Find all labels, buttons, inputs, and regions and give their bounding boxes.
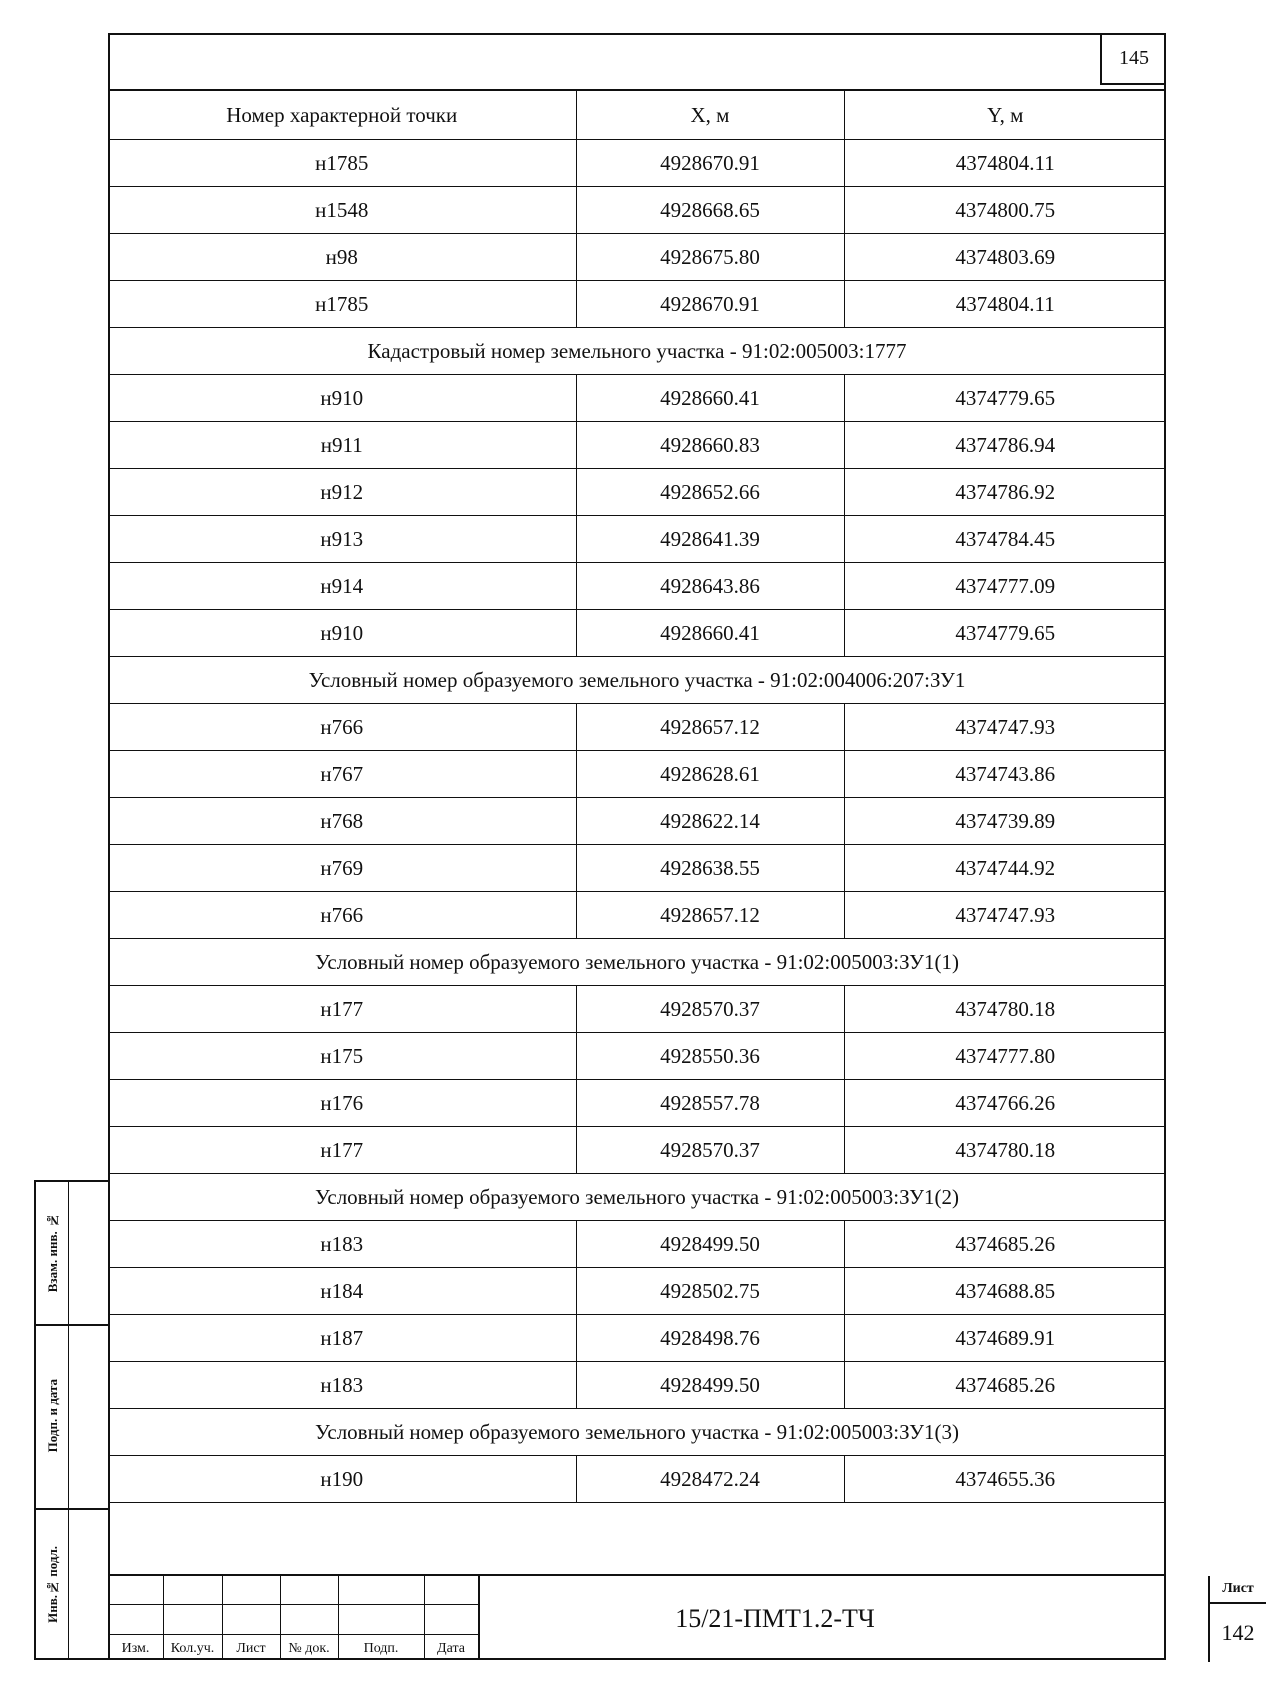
cell-y: 4374784.45: [844, 516, 1166, 563]
section-title: Условный номер образуемого земельного участка - 91:02:004006:207:ЗУ1: [108, 657, 1166, 704]
table-row: [108, 751, 1166, 798]
cell-y: 4374688.85: [844, 1268, 1166, 1315]
cell-y: 4374780.18: [844, 1127, 1166, 1174]
header-point: Номер характерной точки: [108, 90, 576, 140]
cell-x: 4928641.39: [576, 516, 844, 563]
cell-point: н911: [108, 422, 576, 469]
table-row: [108, 1456, 1166, 1503]
cell-y: 4374803.69: [844, 234, 1166, 281]
table-row: [108, 1268, 1166, 1315]
table-row: [108, 704, 1166, 751]
cell-y: 4374804.11: [844, 140, 1166, 187]
cell-x: 4928570.37: [576, 1127, 844, 1174]
cell-point: н766: [108, 704, 576, 751]
cell-x: 4928499.50: [576, 1362, 844, 1409]
table-body: [108, 140, 1166, 1503]
table-header-row: [108, 90, 1166, 140]
cell-x: 4928670.91: [576, 140, 844, 187]
cell-x: 4928628.61: [576, 751, 844, 798]
cell-x: 4928638.55: [576, 845, 844, 892]
cell-point: н177: [108, 1127, 576, 1174]
table-row: [108, 1080, 1166, 1127]
top-page-number: 145: [1100, 33, 1166, 85]
stamp-col-doc: № док.: [288, 1641, 330, 1656]
table-row: [108, 986, 1166, 1033]
table-row: [108, 845, 1166, 892]
cell-x: 4928670.91: [576, 281, 844, 328]
cell-point: н912: [108, 469, 576, 516]
table-row: [108, 1315, 1166, 1362]
cell-y: 4374685.26: [844, 1362, 1166, 1409]
cell-y: 4374743.86: [844, 751, 1166, 798]
section-row: [108, 939, 1166, 986]
title-block: [108, 1574, 1255, 1660]
cell-point: н177: [108, 986, 576, 1033]
cell-y: 4374689.91: [844, 1315, 1166, 1362]
cell-y: 4374800.75: [844, 187, 1166, 234]
cell-point: н176: [108, 1080, 576, 1127]
table-row: [108, 375, 1166, 422]
section-row: [108, 328, 1166, 375]
cell-point: н190: [108, 1456, 576, 1503]
cell-point: н766: [108, 892, 576, 939]
cell-x: 4928652.66: [576, 469, 844, 516]
cell-x: 4928660.41: [576, 375, 844, 422]
cell-x: 4928675.80: [576, 234, 844, 281]
table-row: [108, 1221, 1166, 1268]
table-row: [108, 610, 1166, 657]
cell-y: 4374777.80: [844, 1033, 1166, 1080]
stamp-col-sheet: Лист: [236, 1641, 266, 1656]
cell-y: 4374804.11: [844, 281, 1166, 328]
section-title: Кадастровый номер земельного участка - 91:02:005003:1777: [108, 328, 1166, 375]
table-row: [108, 563, 1166, 610]
cell-x: 4928472.24: [576, 1456, 844, 1503]
section-title: Условный номер образуемого земельного участка - 91:02:005003:ЗУ1(3): [108, 1409, 1166, 1456]
cell-x: 4928557.78: [576, 1080, 844, 1127]
cell-point: н187: [108, 1315, 576, 1362]
table-row: [108, 234, 1166, 281]
cell-point: н175: [108, 1033, 576, 1080]
sidebar-label-signature-date: Подп. и дата: [45, 1379, 60, 1453]
table-row: [108, 516, 1166, 563]
header-y: Y, м: [844, 90, 1166, 140]
cell-x: 4928502.75: [576, 1268, 844, 1315]
cell-y: 4374685.26: [844, 1221, 1166, 1268]
cell-y: 4374747.93: [844, 892, 1166, 939]
cell-point: н183: [108, 1362, 576, 1409]
cell-point: н183: [108, 1221, 576, 1268]
cell-x: 4928660.41: [576, 610, 844, 657]
cell-point: н768: [108, 798, 576, 845]
cell-point: н767: [108, 751, 576, 798]
table-row: [108, 892, 1166, 939]
section-title: Условный номер образуемого земельного участка - 91:02:005003:ЗУ1(1): [108, 939, 1166, 986]
cell-y: 4374739.89: [844, 798, 1166, 845]
cell-point: н910: [108, 610, 576, 657]
table-row: [108, 1362, 1166, 1409]
section-row: [108, 1174, 1166, 1221]
sidebar-label-inventory: Инв.№ подл.: [45, 1545, 60, 1623]
table-row: [108, 187, 1166, 234]
section-title: Условный номер образуемого земельного участка - 91:02:005003:ЗУ1(2): [108, 1174, 1166, 1221]
cell-point: н913: [108, 516, 576, 563]
table-row: [108, 469, 1166, 516]
header-x: X, м: [576, 90, 844, 140]
table-row: [108, 1033, 1166, 1080]
section-row: [108, 657, 1166, 704]
cell-y: 4374766.26: [844, 1080, 1166, 1127]
cell-x: 4928643.86: [576, 563, 844, 610]
section-row: [108, 1409, 1166, 1456]
cell-x: 4928550.36: [576, 1033, 844, 1080]
cell-x: 4928668.65: [576, 187, 844, 234]
cell-x: 4928622.14: [576, 798, 844, 845]
cell-point: н1548: [108, 187, 576, 234]
stamp-col-change: Изм.: [121, 1641, 150, 1656]
cell-y: 4374780.18: [844, 986, 1166, 1033]
cell-point: н1785: [108, 140, 576, 187]
sidebar-label-replacement: Взам. инв. №: [45, 1213, 60, 1293]
table-row: [108, 140, 1166, 187]
left-margin-stamp: [34, 1180, 108, 1660]
cell-x: 4928657.12: [576, 892, 844, 939]
cell-x: 4928499.50: [576, 1221, 844, 1268]
cell-y: 4374779.65: [844, 610, 1166, 657]
cell-point: н914: [108, 563, 576, 610]
cell-point: н910: [108, 375, 576, 422]
cell-point: н769: [108, 845, 576, 892]
sheet-number: 142: [1221, 1620, 1255, 1645]
cell-y: 4374777.09: [844, 563, 1166, 610]
cell-y: 4374779.65: [844, 375, 1166, 422]
sheet-label: Лист: [1210, 1576, 1266, 1604]
stamp-col-sign: Подп.: [363, 1641, 399, 1656]
cell-x: 4928498.76: [576, 1315, 844, 1362]
coordinates-table: [108, 89, 1166, 1503]
cell-x: 4928660.83: [576, 422, 844, 469]
stamp-col-count: Кол.уч.: [170, 1641, 215, 1656]
stamp-col-date: Дата: [437, 1641, 465, 1656]
document-code: 15/21-ПМТ1.2-ТЧ: [675, 1604, 875, 1633]
cell-point: н184: [108, 1268, 576, 1315]
cell-point: н98: [108, 234, 576, 281]
cell-y: 4374747.93: [844, 704, 1166, 751]
cell-y: 4374786.92: [844, 469, 1166, 516]
table-row: [108, 422, 1166, 469]
cell-y: 4374655.36: [844, 1456, 1166, 1503]
cell-point: н1785: [108, 281, 576, 328]
sheet-box: [1208, 1576, 1266, 1662]
cell-x: 4928570.37: [576, 986, 844, 1033]
table-row: [108, 1127, 1166, 1174]
cell-y: 4374744.92: [844, 845, 1166, 892]
table-row: [108, 798, 1166, 845]
table-row: [108, 281, 1166, 328]
cell-y: 4374786.94: [844, 422, 1166, 469]
cell-x: 4928657.12: [576, 704, 844, 751]
